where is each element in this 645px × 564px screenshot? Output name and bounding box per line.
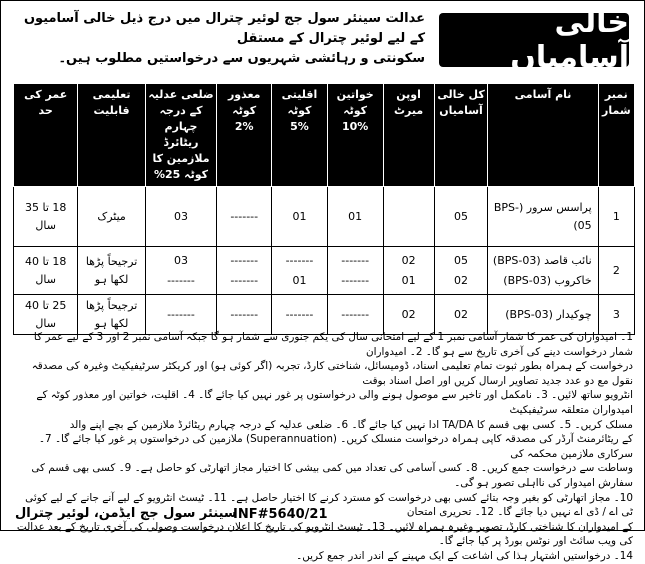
post-line: نائب قاصد (BPS-03) (492, 253, 592, 267)
cell-education: ترجیحاً پڑھا لکھا ہو (78, 247, 145, 295)
terms-and-conditions (15, 330, 633, 564)
header-serial: نمبر شمار (598, 84, 634, 187)
value-line: ------- (341, 253, 370, 267)
intro-line-2: سکونتی و رہائشی شہریوں سے درخواستیں مطلوب ہیں۔ (58, 51, 425, 66)
note-line: کے امیدواران کا شناختی کارڈ، تصویر وغیرہ ہمراہ لائیں۔ 13۔ ٹیسٹ انٹرویو کی تاریخ کا اعلان درخواست وصولی کی آخری تاریخ کے بعد عدالت کی ویب سائٹ اور نوٹس بورڈ پر کیا جائے گا۔ (16, 520, 633, 548)
note-line: مسلک کریں۔ 5۔ کسی بھی قسم کا TA/DA ادا نہیں کیا جائے گا۔ 6۔ ضلعی عدلیہ کے درجہ چہارم ریٹائرڈ ملازمین کے بچے اپنے والد (69, 418, 633, 431)
header-retired-quota: ضلعی عدلیہ کے درجہ چہارم ریٹائرڈ ملازمین کا کوٹہ 25% (145, 84, 217, 187)
value-line: ------- (230, 253, 259, 267)
header-total: کل خالی آسامیاں (434, 84, 488, 187)
minority-quota-label: اقلیتی کوٹہ (281, 88, 318, 117)
cell-disabled: ------- (217, 295, 272, 335)
vacancies-table (13, 83, 635, 335)
value-line: ------- (341, 273, 370, 287)
value-line: 01 (292, 273, 307, 287)
table-row (14, 187, 635, 247)
note-line: 10۔ مجاز اتھارٹی کو بغیر وجہ بتائے کسی بھی درخواست کو مسترد کرنے کا اختیار حاصل ہے۔ 11۔ ٹیسٹ انٹرویو کے لیے آنے جانے کے لیے کوئی ٹی اے / ڈی اے نہیں دیا جائے گا۔ 12۔ تحریری امتحان (25, 491, 633, 519)
note-line: کے ریٹائرمنٹ آرڈر کی مصدقہ کاپی ہمراہ درخواست منسلک کریں۔ (Superannuation) ملازمین کی درخواستوں پر غور کیا جائے گا۔ 7۔ سرکاری ملازمین محکمہ کی (38, 433, 633, 460)
value-line: 02 (454, 273, 469, 287)
cell-open-merit: 02 (383, 295, 434, 335)
cell-post: پراسس سرور (BPS-05) (488, 187, 598, 247)
cell-minority: 01 (272, 187, 328, 247)
value-line: ------- (285, 253, 314, 267)
post-line: خاکروب (BPS-03) (503, 273, 592, 287)
header-minority-quota (272, 84, 328, 187)
minority-quota-pct: 5% (290, 120, 309, 133)
value-line: 05 (454, 253, 469, 267)
cell-disabled (217, 247, 272, 295)
cell-total: 05 (434, 187, 488, 247)
header-women-quota (327, 84, 383, 187)
page-title: خالی آسامیاں (439, 13, 629, 67)
cell-serial: 3 (598, 295, 634, 335)
value-line: ------- (167, 273, 195, 287)
header-post: نام آسامی (488, 84, 598, 187)
header-education: تعلیمی قابلیت (78, 84, 145, 187)
note-line: 14۔ درخواستیں اشتہار ہذا کی اشاعت کے ایک مہینے کے اندر اندر جمع کریں۔ (296, 549, 633, 562)
intro-text (15, 9, 425, 69)
table-header-row (14, 84, 635, 187)
table-row (14, 295, 635, 335)
cell-total (434, 247, 488, 295)
cell-retired: ------- (145, 295, 217, 335)
cell-post (488, 247, 598, 295)
cell-education: ترجیحاً پڑھا لکھا ہو (78, 295, 145, 335)
cell-age: 18 تا 35 سال (14, 187, 78, 247)
women-quota-label: خواتین کوٹہ (336, 88, 374, 117)
note-line: وساطت سے درخواست جمع کریں۔ 8۔ کسی آسامی کی تعداد میں کمی بیشی کا اختیار مجاز اتھارٹی کو حاصل ہے۔ 9۔ کسی بھی قسم کی سفارش امیدوار کی نااہلی تصور ہو گی۔ (31, 462, 633, 489)
disabled-quota-pct: 2% (234, 120, 254, 133)
cell-disabled: ------- (217, 187, 272, 247)
cell-retired: 03 (145, 187, 217, 247)
cell-women (327, 247, 383, 295)
header-age: عمر کی حد (14, 84, 78, 187)
cell-women: ------- (327, 295, 383, 335)
header-open-merit: اوپن میرٹ (383, 84, 434, 187)
disabled-quota-label: معذور کوٹہ (227, 88, 261, 117)
cell-age: 25 تا 40 سال (14, 295, 78, 335)
cell-minority (272, 247, 328, 295)
value-line: 02 (401, 253, 416, 267)
cell-minority: ------- (272, 295, 328, 335)
cell-education: میٹرک (78, 187, 145, 247)
cell-retired (145, 247, 217, 295)
cell-open-merit (383, 187, 434, 247)
inf-number: INF#5640/21 (233, 507, 328, 522)
note-line: انٹرویو ساتھ لائیں۔ 3۔ نامکمل اور تاخیر سے موصول ہونے والی درخواستوں پر غور نہیں کیا جائے گا۔ 4۔ اقلیت، خواتین اور معذور کوٹہ کے امیدواران متعلقہ سرٹیفیکیٹ (36, 389, 633, 416)
value-line: 01 (401, 273, 416, 287)
table-row (14, 247, 635, 295)
cell-serial: 1 (598, 187, 634, 247)
note-line: 1۔ امیدواران کی عمر کا شمار آسامی نمبر 1 کے لیے امتحانی سال کی یکم جنوری سے شمار ہو گا جبکہ آسامی نمبر 2 اور 3 کے لیے عمر کا شمار درخواست دینے کی آخری تاریخ سے ہو گا۔ 2۔ امیدواران (33, 331, 633, 358)
cell-open-merit (383, 247, 434, 295)
cell-women: 01 (327, 187, 383, 247)
header-disabled-quota (217, 84, 272, 187)
women-quota-pct: 10% (341, 120, 369, 133)
issuing-office: سینئر سول جج ایڈمن، لوئیر چترال (15, 506, 237, 521)
value-line: ------- (230, 273, 259, 287)
cell-serial: 2 (598, 247, 634, 295)
cell-age: 18 تا 40 سال (14, 247, 78, 295)
value-line: 03 (173, 253, 188, 267)
intro-line-1: عدالت سینئر سول جج لوئیر چترال میں درج ذیل خالی آسامیوں کے لیے لوئیر چترال کے مستقل (23, 11, 425, 46)
cell-post: چوکیدار (BPS-03) (488, 295, 598, 335)
cell-total: 02 (434, 295, 488, 335)
note-line: درخواست کے ہمراہ بطور ثبوت تمام تعلیمی اسناد، ڈومیسائل، شناختی کارڈ، تجربہ (اگر کوئی ہو) اور کریکٹر سرٹیفیکیٹ وغیرہ کی مصدقہ نقول مع دو عدد جدید تصاویر ارسال کریں اور اصل اسناد بوقت (31, 360, 633, 387)
